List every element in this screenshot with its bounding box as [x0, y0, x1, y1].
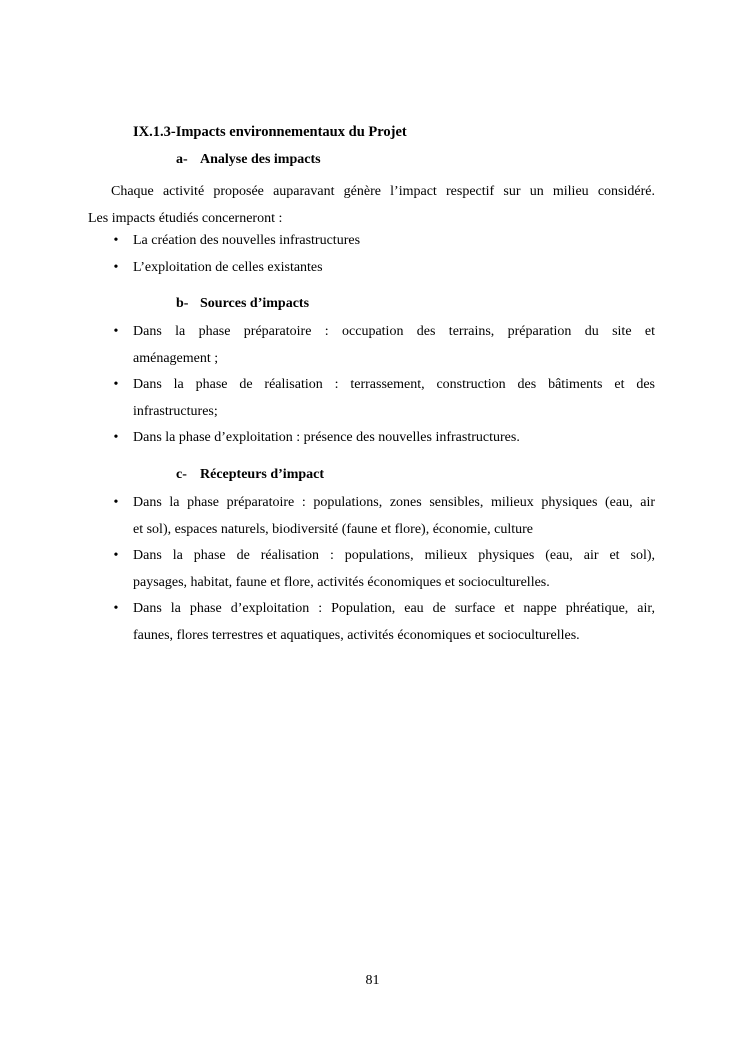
list-item-text: et sol), espaces naturels, biodiversité (faune et flore), économie, culture [133, 521, 534, 537]
list-item-text: infrastructures; [133, 403, 218, 419]
subsection-letter: a- [176, 152, 188, 167]
bullet-icon: • [113, 601, 119, 616]
bullet-icon: • [113, 548, 119, 563]
bullet-icon: • [113, 495, 119, 510]
list-item [110, 319, 655, 372]
intro-paragraph [88, 178, 655, 232]
paragraph-line: Chaque activité proposée auparavant génère l’impact respectif sur un milieu considéré. [111, 184, 655, 199]
subsection-heading-c [176, 467, 324, 483]
list-item-text: paysages, habitat, faune et flore, activités économiques et socioculturelles. [133, 574, 550, 590]
subsection-title: Récepteurs d’impact [200, 467, 325, 482]
bullet-icon: • [113, 377, 119, 392]
subsection-heading-a [176, 152, 321, 168]
subsection-title: Sources d’impacts [200, 296, 310, 311]
paragraph-line: Les impacts étudiés concerneront : [88, 211, 283, 226]
list-item-text: Dans la phase préparatoire : occupation des terrains, préparation du site et [133, 324, 655, 339]
list-item-text: La création des nouvelles infrastructures [133, 233, 361, 248]
list-item [110, 543, 655, 596]
list-item [110, 255, 655, 282]
list-item-text: Dans la phase d’exploitation : présence des nouvelles infrastructures. [133, 430, 520, 445]
subsection-title: Analyse des impacts [200, 152, 321, 167]
list-item-text: Dans la phase d’exploitation : Population, eau de surface et nappe phréatique, air, [133, 601, 655, 616]
list-item [110, 372, 655, 425]
bullet-icon: • [113, 233, 119, 248]
subsection-letter: c- [176, 467, 187, 482]
list-item-text: Dans la phase de réalisation : populations, milieux physiques (eau, air et sol), [133, 548, 655, 563]
list-item-text: faunes, flores terrestres et aquatiques, activités économiques et socioculturelles. [133, 627, 580, 643]
list-item-text: L’exploitation de celles existantes [133, 260, 323, 275]
list-item [110, 425, 655, 452]
subsection-heading-b [176, 296, 309, 312]
list-item-text: Dans la phase préparatoire : populations, zones sensibles, milieux physiques (eau, air [133, 495, 655, 510]
bullet-icon: • [113, 324, 119, 339]
list-item [110, 228, 655, 255]
bullet-icon: • [113, 260, 119, 275]
list-item [110, 490, 655, 543]
section-heading: IX.1.3-Impacts environnementaux du Projet [133, 124, 407, 140]
list-item [110, 596, 655, 649]
list-item-text: Dans la phase de réalisation : terrassement, construction des bâtiments et des [133, 377, 655, 392]
list-item-text: aménagement ; [133, 350, 219, 366]
subsection-letter: b- [176, 296, 189, 311]
bullet-icon: • [113, 430, 119, 445]
page-number: 81 [365, 973, 380, 988]
